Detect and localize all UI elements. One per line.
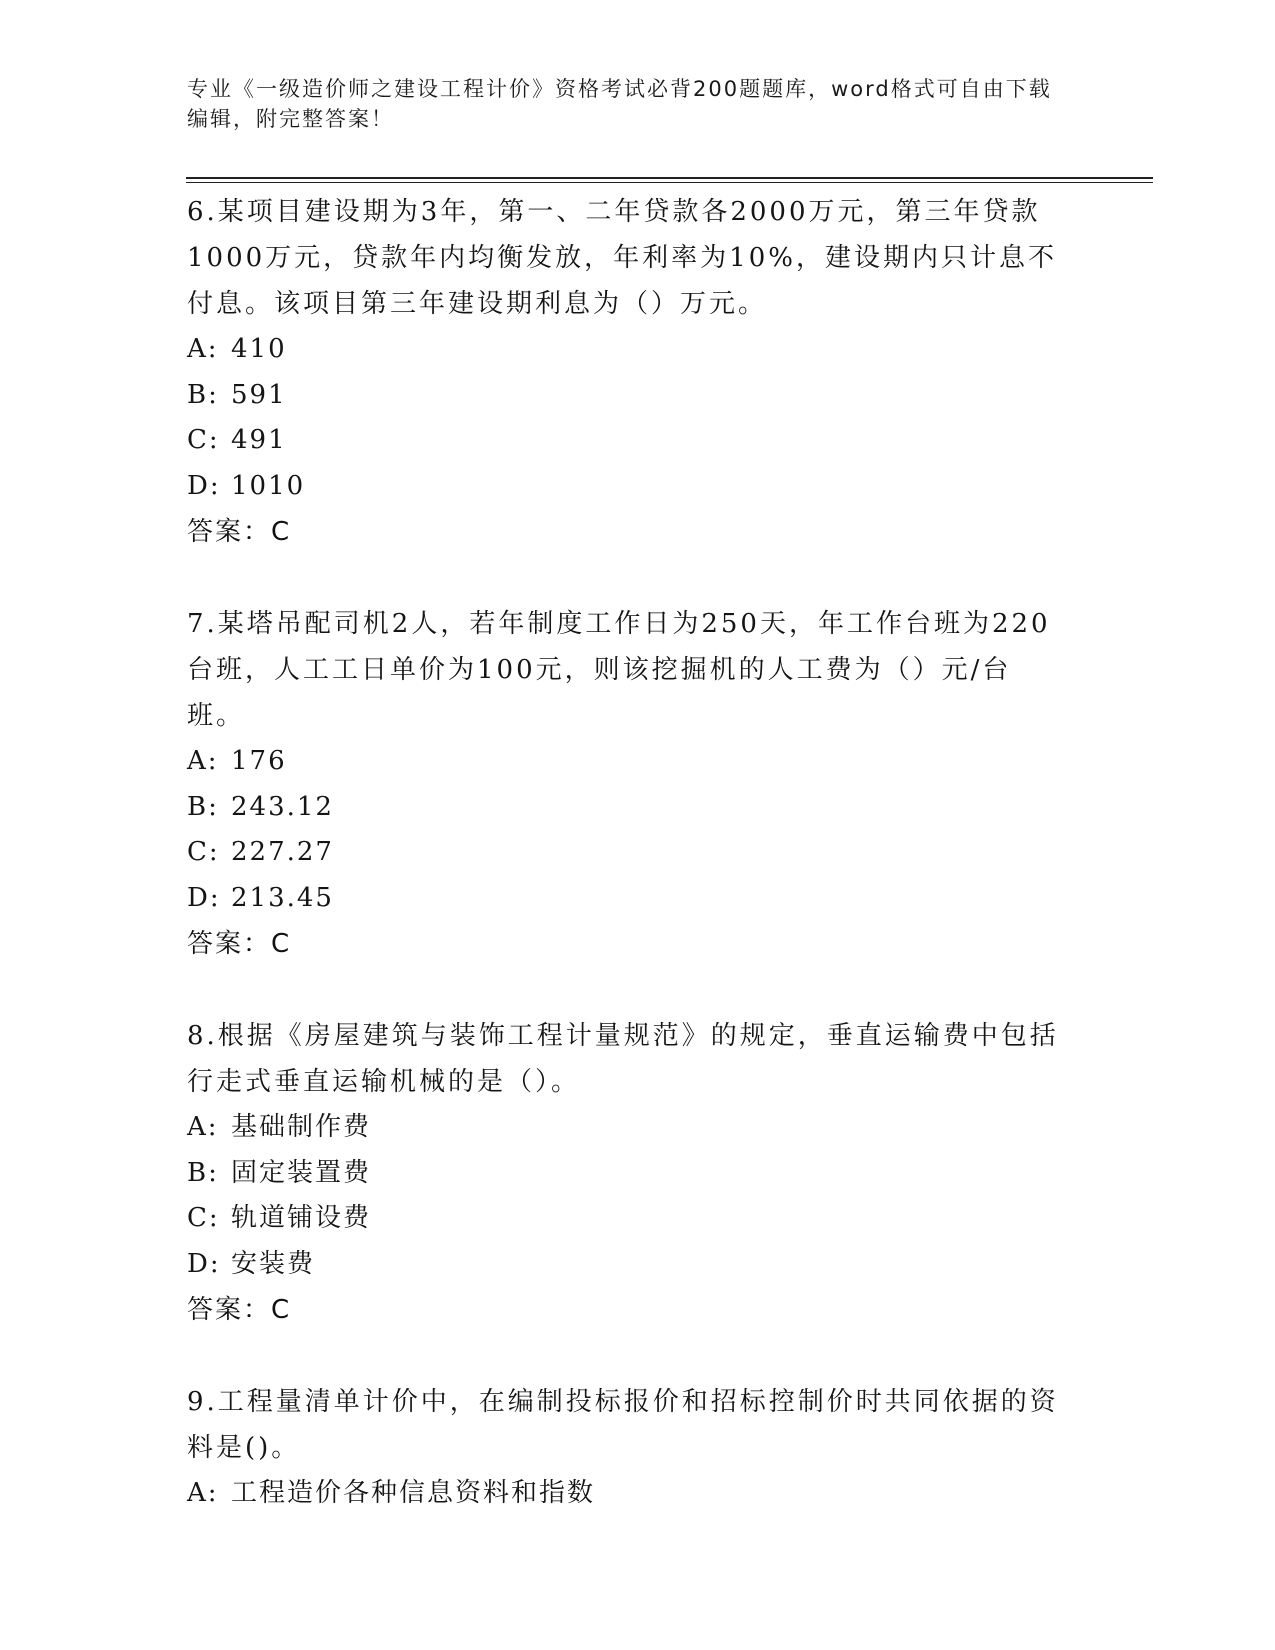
question-gap (187, 967, 1067, 1013)
option-c (187, 1196, 1067, 1242)
option-key: B: (187, 1157, 219, 1188)
option-value: 固定装置费 (231, 1157, 372, 1188)
question-text: 8.根据《房屋建筑与装饰工程计量规范》的规定，垂直运输费中包括行走式垂直运输机械的是（）。 (187, 1021, 1059, 1097)
option-key: A: (187, 1478, 219, 1508)
question-text: 6.某项目建设期为3年，第一、二年贷款各2000万元，第三年贷款1000万元，贷款年内均衡发放，年利率为10%，建设期内只计息不付息。该项目第三年建设期利息为（）万元。 (187, 197, 1057, 319)
option-c (187, 418, 1067, 464)
option-key: C: (187, 1203, 220, 1233)
question-text: 7.某塔吊配司机2人，若年制度工作日为250天，年工作台班为220台班，人工工日单价为100元，则该挖掘机的人工费为（）元/台班。 (187, 609, 1051, 731)
option-value: 243.12 (231, 791, 334, 822)
answer-line: 答案：C (187, 929, 292, 959)
option-key: C: (187, 837, 220, 867)
option-key: C: (187, 425, 220, 455)
option-b (187, 785, 1067, 831)
question-gap (187, 1333, 1067, 1379)
option-d (187, 876, 1067, 922)
document-header (187, 74, 1067, 134)
question-list (187, 189, 1067, 1517)
option-b (187, 1151, 1067, 1197)
option-b (187, 373, 1067, 419)
question-7 (187, 601, 1067, 967)
answer-line: 答案：C (187, 1295, 292, 1325)
question-gap (187, 555, 1067, 601)
answer-line: 答案：C (187, 517, 292, 547)
option-value: 491 (231, 425, 287, 455)
option-d (187, 1242, 1067, 1288)
option-c (187, 830, 1067, 876)
option-key: D: (187, 882, 221, 913)
header-divider-thick (186, 177, 1153, 179)
question-9 (187, 1379, 1067, 1517)
option-key: B: (187, 791, 219, 822)
option-value: 工程造价各种信息资料和指数 (231, 1478, 596, 1508)
option-value: 1010 (231, 470, 306, 501)
question-text: 9.工程量清单计价中，在编制投标报价和招标控制价时共同依据的资料是()。 (187, 1387, 1059, 1463)
option-key: D: (187, 470, 221, 501)
option-key: A: (187, 746, 219, 776)
option-a (187, 327, 1067, 373)
option-key: D: (187, 1248, 221, 1279)
option-a (187, 1471, 1067, 1517)
question-8 (187, 1013, 1067, 1333)
question-6 (187, 189, 1067, 555)
option-value: 轨道铺设费 (231, 1203, 372, 1233)
option-value: 410 (231, 334, 287, 364)
option-d (187, 464, 1067, 510)
option-a (187, 1105, 1067, 1151)
option-value: 安装费 (231, 1248, 316, 1279)
option-value: 591 (231, 379, 287, 410)
option-value: 213.45 (231, 882, 334, 913)
header-divider-thin (186, 182, 1153, 183)
header-text: 专业《一级造价师之建设工程计价》资格考试必背200题题库，word格式可自由下载编辑，附完整答案！ (187, 77, 1052, 131)
option-a (187, 739, 1067, 785)
option-key: A: (187, 1112, 219, 1142)
option-key: B: (187, 379, 219, 410)
option-value: 176 (231, 746, 287, 776)
option-value: 基础制作费 (231, 1112, 372, 1142)
option-key: A: (187, 334, 219, 364)
option-value: 227.27 (231, 837, 334, 867)
